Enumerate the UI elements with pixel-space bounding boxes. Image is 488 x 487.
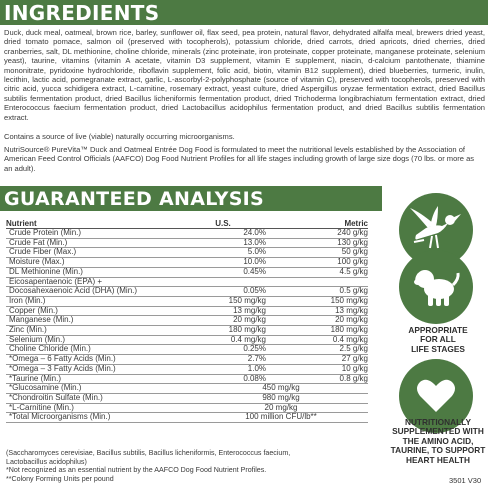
metric-value: 100 g/kg <box>337 257 368 267</box>
metric-value: 2.5 g/kg <box>339 344 368 354</box>
metric-value: 27 g/kg <box>341 354 368 364</box>
footnotes <box>6 449 376 483</box>
aafco-statement: NutriSource® PureVita™ Duck and Oatmeal Entrée Dog Food is formulated to meet the nutritional levels established by the Association of American Feed Control Officials (AAFCO) Dog Food Nutrient Profiles for all life stages including growth of large size dogs (70 lbs. or more as an adult). <box>4 145 475 173</box>
nutrient-name: Manganese (Min.) <box>9 315 74 325</box>
metric-value: 450 mg/kg <box>262 383 300 393</box>
metric-value: 13 mg/kg <box>335 305 368 315</box>
metric-value: 100 million CFU/lb** <box>245 412 317 422</box>
metric-value: 0.4 mg/kg <box>332 334 368 344</box>
badge-line: SUPPLEMENTED WITH <box>392 426 484 437</box>
nutrient-name: Crude Fiber (Max.) <box>9 247 77 257</box>
us-value: 180 mg/kg <box>228 325 266 335</box>
nutrient-name: *L-Carnitine (Min.) <box>9 402 74 412</box>
nutrient-name: *Taurine (Min.) <box>9 373 62 383</box>
metric-value: 150 mg/kg <box>330 295 368 305</box>
metric-value: 20 mg/kg <box>335 315 368 325</box>
nutrient-name: Zinc (Min.) <box>9 325 47 335</box>
table-row <box>6 413 368 423</box>
nutrient-name: Copper (Min.) <box>9 305 58 315</box>
metric-value: 10 g/kg <box>341 363 368 373</box>
us-value: 0.25% <box>243 344 266 354</box>
puppy-icon <box>411 265 461 309</box>
us-value: 2.7% <box>247 354 266 364</box>
nutrient-name: DL Methionine (Min.) <box>9 266 83 276</box>
metric-value: 4.5 g/kg <box>339 266 368 276</box>
badge-line: APPROPRIATE <box>408 325 468 335</box>
us-value: 24.0% <box>243 228 266 237</box>
badge-line: TAURINE, TO SUPPORT <box>390 445 486 456</box>
us-value: 5.0% <box>247 247 266 257</box>
us-value: 0.4 mg/kg <box>230 334 266 344</box>
nutrient-name: Selenium (Min.) <box>9 334 66 344</box>
table-row <box>6 287 368 297</box>
badge-line: HEART HEALTH <box>406 454 470 465</box>
nutrient-name: *Chondroitin Sulfate (Min.) <box>9 392 103 402</box>
table-body <box>6 229 368 423</box>
nutrient-name: Crude Protein (Min.) <box>9 228 82 237</box>
us-value: 20 mg/kg <box>233 315 266 325</box>
footnote: (Saccharomyces cerevisiae, Bacillus subtilis, Bacillus licheniformis, Enterococcus faecium, <box>6 449 291 457</box>
us-value: 0.05% <box>243 286 266 296</box>
nutrient-name: *Total Microorganisms (Min.) <box>9 412 111 422</box>
nutrient-name: Moisture (Max.) <box>9 257 65 267</box>
us-value: 13 mg/kg <box>233 305 266 315</box>
analysis-banner <box>0 186 382 211</box>
nutrient-name: *Omega – 3 Fatty Acids (Min.) <box>9 363 116 373</box>
header-nutrient: Nutrient <box>6 219 37 228</box>
header-metric: Metric <box>344 219 368 228</box>
nutrient-name: Docosahexaenoic Acid (DHA) (Min.) <box>9 286 138 296</box>
analysis-title: GUARANTEED ANALYSIS <box>4 187 265 210</box>
metric-value: 20 mg/kg <box>264 402 298 412</box>
nutrient-name: Eicosapentaenoic (EPA) + <box>9 276 103 286</box>
heart-badge-text <box>390 418 486 465</box>
ingredients-list: Duck, duck meal, oatmeal, brown rice, barley, sunflower oil, flax seed, pea protein, natural flavor, dehydrated alfalfa meal, brewers dried yeast, dried tomato pomace, salmon oil (preserved with tocopherols), potassium chloride, dried carrots, dried apricots, dried cherries, dried cranberries, salt, DL methionine, choline chloride, minerals (zinc proteinate, iron proteinate, copper proteinate, manganese proteinate, selenium yeast), taurine, vitamins (vitamin A acetate, vitamin D3 supplement, vitamin E supplement, niacin, d-calcium pantothenate, thiamine mononitrate, pyridoxine hydrochloride, riboflavin supplement, folic acid, biotin, vitamin B12 supplement), dried blueberries, turmeric, inulin, lecithin, lactic acid, pomegranate extract, garlic, L-ascorbyl-2-polyphosphate (source of vitamin C), preserved with tocopherols, preserved with citric acid, yucca schidigera extract, L-carnitine, rosemary extract, yeast culture, dried Aspergillus oryzae fermentation extract, dried Bacillus subtilis fermentation product, dried Bacillus licheniformis fermentation product, dried Trichoderma longibrachiatum fermentation extract, dried Enterococcus faecium fermentation product, dried Lactobacillus acidophilus fermentation product, and dried Bacillus subtilis fermentation extract. <box>4 28 485 122</box>
product-code: 3501 V30 <box>449 476 482 485</box>
metric-value: 50 g/kg <box>341 247 368 257</box>
metric-value: 0.8 g/kg <box>339 373 368 383</box>
footnote: *Not recognized as an essential nutrient by the AAFCO Dog Food Nutrient Profiles. <box>6 466 267 474</box>
nutrient-name: Crude Fat (Min.) <box>9 237 68 247</box>
heart-icon <box>416 378 456 414</box>
table-row <box>6 316 368 326</box>
badge-line: LIFE STAGES <box>411 343 465 354</box>
metric-value: 0.5 g/kg <box>339 286 368 296</box>
metric-value: 980 mg/kg <box>262 392 300 402</box>
nutrient-name: *Glucosamine (Min.) <box>9 383 82 393</box>
us-value: 0.45% <box>243 266 266 276</box>
ingredients-title: INGREDIENTS <box>4 0 160 25</box>
header-us: U.S. <box>215 219 231 228</box>
us-value: 13.0% <box>243 237 266 247</box>
metric-value: 130 g/kg <box>337 237 368 247</box>
nutrient-name: *Omega – 6 Fatty Acids (Min.) <box>9 354 116 364</box>
us-value: 0.08% <box>243 373 266 383</box>
nutrient-name: Choline Chloride (Min.) <box>9 344 91 354</box>
us-value: 1.0% <box>247 363 266 373</box>
footnote: **Colony Forming Units per pound <box>6 474 114 483</box>
table-row <box>6 297 368 307</box>
badge-line: FOR ALL <box>420 334 456 345</box>
badge-line: NUTRITIONALLY <box>404 417 472 427</box>
puppy-badge-text <box>390 326 486 354</box>
metric-value: 180 mg/kg <box>330 325 368 335</box>
guaranteed-analysis-table <box>6 219 368 423</box>
duck-icon <box>408 204 464 256</box>
us-value: 150 mg/kg <box>228 295 266 305</box>
puppy-badge <box>399 250 473 324</box>
nutrient-name: Iron (Min.) <box>9 295 46 305</box>
probiotic-statement: Contains a source of live (viable) naturally occurring microorganisms. <box>4 132 235 141</box>
footnote: Lactobacillus acidophilus) <box>6 457 87 466</box>
metric-value: 240 g/kg <box>337 228 368 237</box>
ingredients-banner <box>0 0 488 25</box>
badge-line: THE AMINO ACID, <box>402 435 474 446</box>
us-value: 10.0% <box>243 257 266 267</box>
